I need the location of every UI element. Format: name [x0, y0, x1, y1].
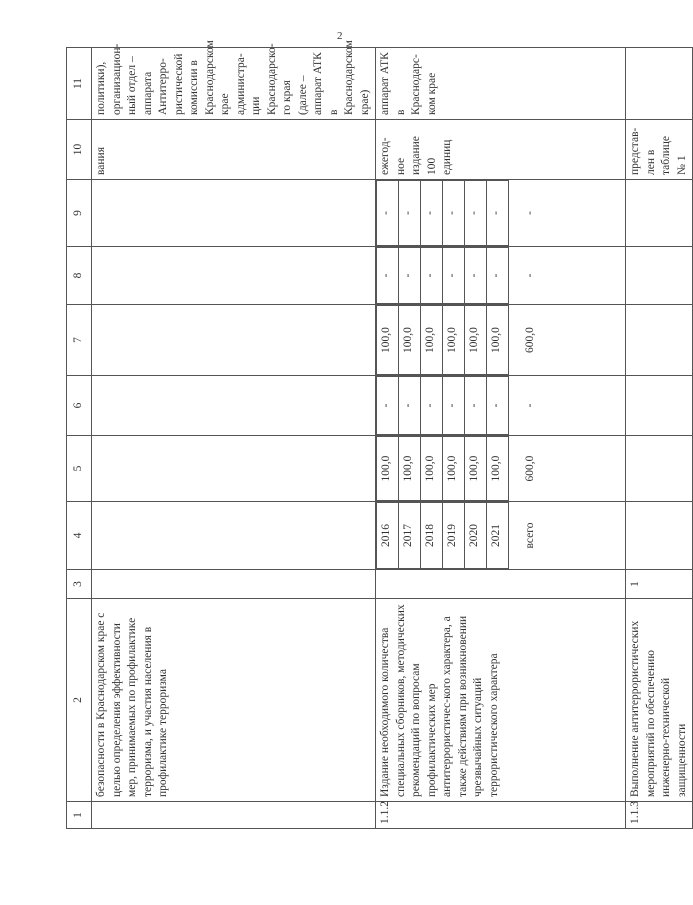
- rotated-table-container: [66, 40, 688, 829]
- table-row-1-1-2: [376, 48, 626, 829]
- value-cell: -: [377, 248, 399, 304]
- value-cell: -: [377, 377, 399, 435]
- row-112-col11: аппарат АТК в Краснодарс-ком крае: [376, 48, 626, 120]
- total-col7: 600,0: [524, 327, 537, 353]
- total-col9: -: [524, 211, 537, 215]
- header-col-6: 6: [67, 376, 92, 436]
- header-col-9: 9: [67, 180, 92, 247]
- value-cell: -: [421, 248, 443, 304]
- value-cell: 100,0: [443, 306, 465, 375]
- col9-values: [376, 180, 509, 246]
- value-cell: 100,0: [443, 437, 465, 501]
- value-cell: 100,0: [399, 306, 421, 375]
- value-cell: -: [487, 377, 509, 435]
- value-cell: 100,0: [487, 437, 509, 501]
- value-cell: -: [399, 248, 421, 304]
- row-113-col10: представ-лен в таблице № 1: [626, 120, 693, 180]
- year-cell: 2018: [421, 503, 443, 569]
- col7-values: [376, 305, 509, 375]
- col6-values: [376, 376, 509, 435]
- header-col-10: 10: [67, 120, 92, 180]
- header-col-7: 7: [67, 305, 92, 376]
- value-cell: -: [421, 377, 443, 435]
- value-cell: 100,0: [421, 437, 443, 501]
- value-cell: 100,0: [377, 306, 399, 375]
- total-label: всего: [524, 522, 537, 549]
- value-cell: 100,0: [465, 306, 487, 375]
- value-cell: -: [443, 377, 465, 435]
- value-cell: -: [443, 248, 465, 304]
- year-cell: 2021: [487, 503, 509, 569]
- value-cell: -: [465, 248, 487, 304]
- row-cont-col10: вания: [92, 120, 376, 180]
- header-col-5: 5: [67, 436, 92, 502]
- total-col5: 600,0: [524, 455, 537, 482]
- year-cell: 2019: [443, 503, 465, 569]
- measures-table: [66, 40, 693, 829]
- row-cont-text: безопасности в Краснодарском крае с целью определения эффективности мер, принимаемых по профилактике терроризма, и участия населения в профилактике терроризма: [92, 599, 376, 802]
- value-cell: -: [399, 377, 421, 435]
- table-row-continued: [92, 48, 376, 829]
- header-col-4: 4: [67, 502, 92, 570]
- value-cell: -: [377, 181, 399, 246]
- row-113-col3: 1: [626, 570, 693, 599]
- value-cell: 100,0: [399, 437, 421, 501]
- col8-values: [376, 247, 509, 304]
- header-col-1: 1: [67, 802, 92, 829]
- header-col-2: 2: [67, 599, 92, 802]
- value-cell: 100,0: [465, 437, 487, 501]
- value-cell: 100,0: [421, 306, 443, 375]
- value-cell: 100,0: [487, 306, 509, 375]
- value-cell: -: [399, 181, 421, 246]
- year-cell: 2020: [465, 503, 487, 569]
- years-list: [376, 502, 509, 569]
- value-cell: -: [443, 181, 465, 246]
- header-col-11: 11: [67, 48, 92, 120]
- value-cell: -: [421, 181, 443, 246]
- year-cell: 2016: [377, 503, 399, 569]
- value-cell: -: [487, 181, 509, 246]
- col5-values: [376, 436, 509, 501]
- row-cont-num: [92, 802, 376, 829]
- table-row-1-1-3: [626, 48, 693, 829]
- value-cell: -: [465, 181, 487, 246]
- row-112-num: 1.1.2: [376, 802, 626, 829]
- total-col6: -: [524, 403, 537, 408]
- row-113-text: Выполнение антитеррористических мероприятий по обеспечению инженерно-технической защищенности: [626, 599, 693, 802]
- header-col-8: 8: [67, 247, 92, 305]
- year-cell: 2017: [399, 503, 421, 569]
- row-112-text: Издание необходимого количества специальных сборников, методических рекомендаций по вопросам профилактических мер антитеррористичес-кого характера, а также действиям при возникновении чрезвычайных ситуаций террористического характера: [376, 599, 626, 802]
- value-cell: 100,0: [377, 437, 399, 501]
- value-cell: -: [487, 248, 509, 304]
- row-cont-col11: политики), организацион-ный отдел – аппарата Антитерро-ристической комиссии в Краснодарском крае администра-ции Краснодарско-го края (далее – аппарат АТК в Краснодарском крае): [92, 48, 376, 120]
- value-cell: -: [465, 377, 487, 435]
- header-row: [67, 48, 92, 829]
- row-113-num: 1.1.3: [626, 802, 693, 829]
- row-112-col10: ежегод-ное издание 100 единиц: [376, 120, 626, 180]
- header-col-3: 3: [67, 570, 92, 599]
- total-col8: -: [524, 273, 537, 278]
- page-number: 2: [337, 30, 343, 42]
